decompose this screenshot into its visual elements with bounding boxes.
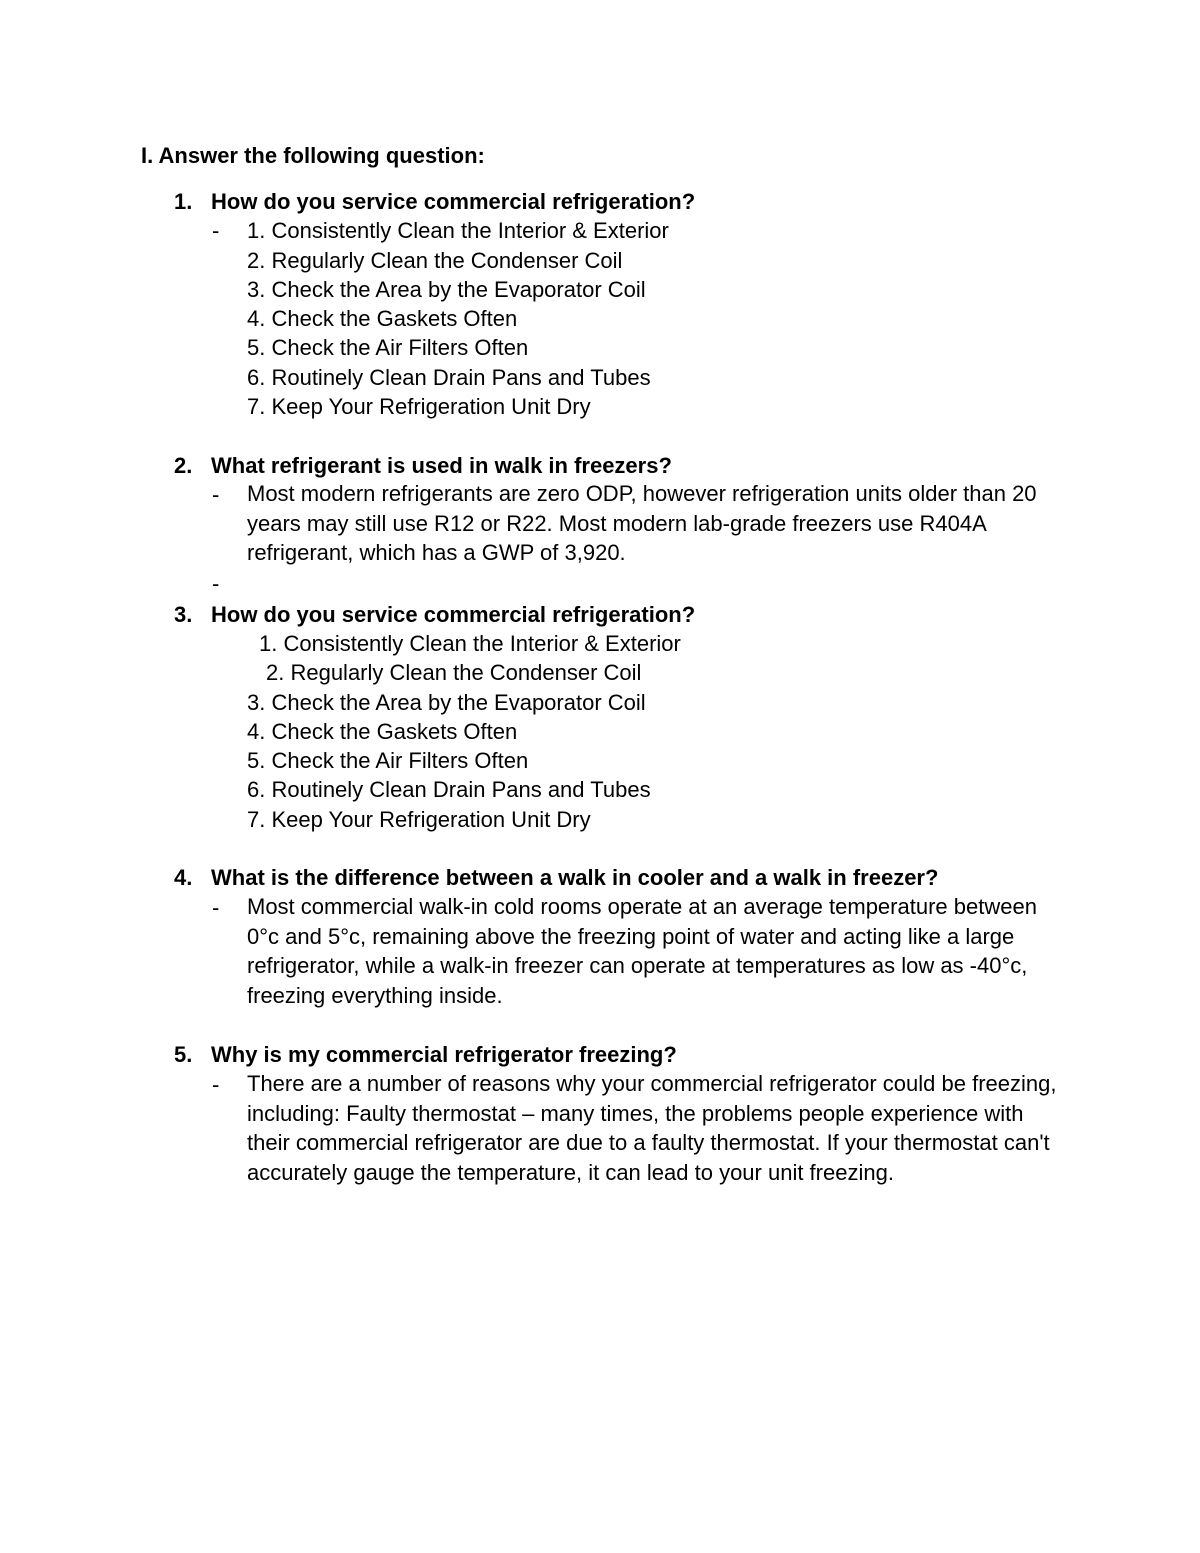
question-4-answer: Most commercial walk-in cold rooms operate at an average temperature between 0°c and 5°c, remaining above the freezing point of water and acting like a large refrigerator, while a walk-in freezer can operate at temperatures as low as -40°c, freezing everything inside. [247,894,1037,1008]
question-1-step-6: 6. Routinely Clean Drain Pans and Tubes [247,365,651,390]
question-4-number: 4. [174,865,193,890]
question-2-number: 2. [174,453,193,478]
question-2-dash: - [212,482,220,507]
question-1-step-4: 4. Check the Gaskets Often [247,306,518,331]
question-1-step-2: 2. Regularly Clean the Condenser Coil [247,248,623,273]
question-1-text: How do you service commercial refrigeration? [211,189,696,214]
question-3-step-5: 5. Check the Air Filters Often [247,748,529,773]
question-4-dash: - [212,895,220,920]
question-3-step-6: 6. Routinely Clean Drain Pans and Tubes [247,777,651,802]
question-3-step-7: 7. Keep Your Refrigeration Unit Dry [247,807,591,832]
question-2-answer: Most modern refrigerants are zero ODP, however refrigeration units older than 20 years may still use R12 or R22. Most modern lab-grade freezers use R404A refrigerant, which has a GWP of 3,920. [247,481,1037,566]
question-5-dash: - [212,1072,220,1097]
question-4-text: What is the difference between a walk in cooler and a walk in freezer? [211,865,939,890]
question-1-step-3: 3. Check the Area by the Evaporator Coil [247,277,646,302]
question-1-step-5: 5. Check the Air Filters Often [247,335,529,360]
question-5-number: 5. [174,1042,193,1067]
question-3-text: How do you service commercial refrigeration? [211,602,696,627]
question-1-dash: - [212,218,220,243]
question-3-step-4: 4. Check the Gaskets Often [247,719,518,744]
question-2-empty-dash: - [212,571,220,596]
question-3-step-1: 1. Consistently Clean the Interior & Exterior [259,631,681,656]
section-heading: I. Answer the following question: [141,143,485,168]
question-1-step-1: 1. Consistently Clean the Interior & Exterior [247,218,669,243]
question-2-text: What refrigerant is used in walk in freezers? [211,453,672,478]
question-3-step-3: 3. Check the Area by the Evaporator Coil [247,690,646,715]
question-1-step-7: 7. Keep Your Refrigeration Unit Dry [247,394,591,419]
question-5-text: Why is my commercial refrigerator freezing? [211,1042,677,1067]
question-5-answer: There are a number of reasons why your commercial refrigerator could be freezing, including: Faulty thermostat – many times, the problems people experience with their commercial refrigerator are due to a faulty thermostat. If your thermostat can't accurately gauge the temperature, it can lead to your unit freezing. [247,1071,1057,1185]
question-1-number: 1. [174,189,193,214]
question-3-number: 3. [174,602,193,627]
question-3-step-2: 2. Regularly Clean the Condenser Coil [266,660,642,685]
